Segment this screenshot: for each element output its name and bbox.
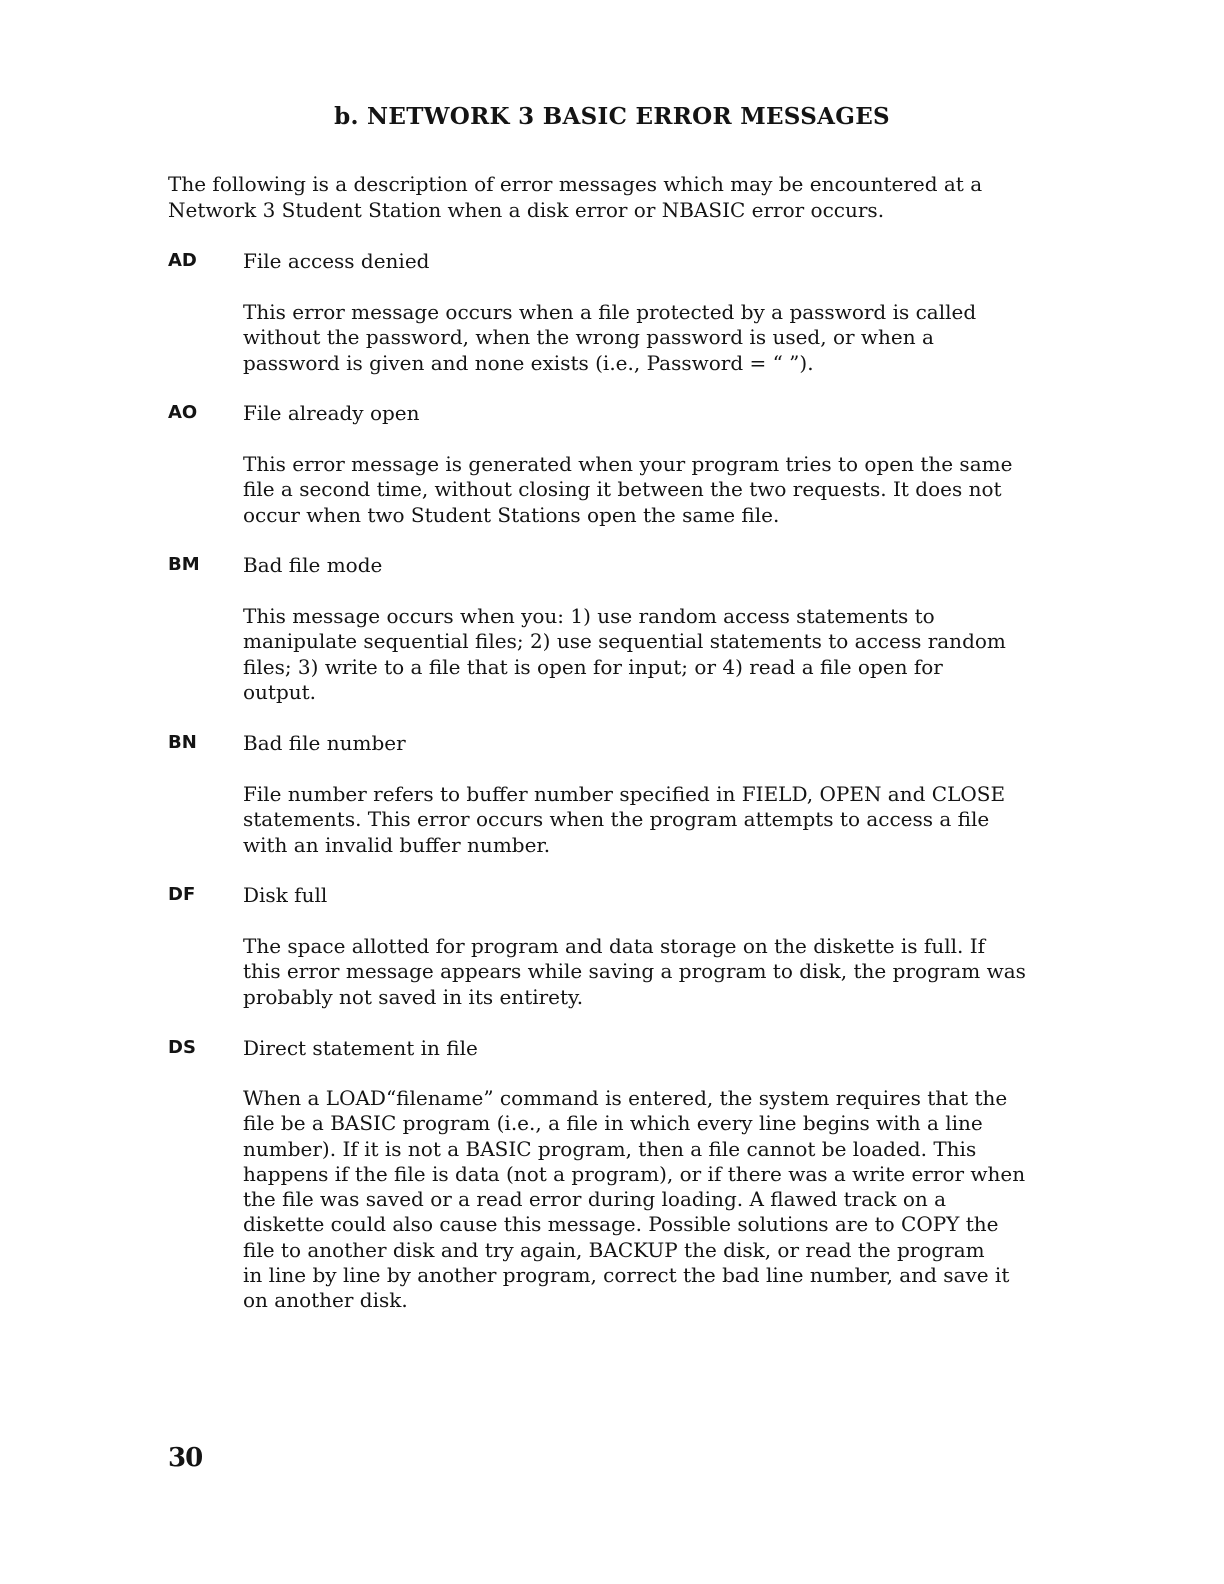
description-line: password is given and none exists (i.e., Password = “ ”). (243, 350, 814, 375)
error-code-bm: BM (168, 554, 200, 575)
error-description-df (243, 934, 1063, 1010)
error-name-ao: File already open (243, 401, 420, 425)
error-code-bn: BN (168, 732, 197, 753)
description-line: diskette could also cause this message. Possible solutions are to COPY the (243, 1212, 999, 1237)
description-line: When a LOAD“filename” command is entered, the system requires that the (243, 1086, 1008, 1110)
error-name-ad: File access denied (243, 249, 430, 273)
description-line: output. (243, 679, 317, 704)
description-line: This error message occurs when a file protected by a password is called (243, 300, 977, 324)
error-name-bm: Bad file mode (243, 553, 383, 577)
description-line: files; 3) write to a file that is open for input; or 4) read a file open for (243, 654, 943, 679)
description-line: The space allotted for program and data storage on the diskette is full. If (243, 934, 986, 958)
section-title: b. NETWORK 3 BASIC ERROR MESSAGES (334, 103, 890, 130)
error-name-bn: Bad file number (243, 731, 406, 755)
description-line: probably not saved in its entirety. (243, 984, 584, 1009)
description-line: manipulate sequential files; 2) use sequential statements to access random (243, 629, 1006, 654)
intro-line: Network 3 Student Station when a disk error or NBASIC error occurs. (168, 197, 885, 222)
error-name-df: Disk full (243, 883, 328, 907)
error-code-ao: AO (168, 402, 198, 423)
intro-line: The following is a description of error messages which may be encountered at a (168, 172, 983, 196)
error-description-ad (243, 300, 1063, 376)
error-description-bn (243, 782, 1063, 858)
error-name-ds: Direct statement in file (243, 1036, 478, 1060)
description-line: occur when two Student Stations open the same file. (243, 502, 780, 527)
error-description-ds (243, 1086, 1063, 1314)
error-code-df: DF (168, 884, 196, 905)
description-line: in line by line by another program, correct the bad line number, and save it (243, 1263, 1010, 1288)
error-code-ds: DS (168, 1037, 196, 1058)
description-line: with an invalid buffer number. (243, 832, 551, 857)
description-line: happens if the file is data (not a program), or if there was a write error when (243, 1161, 1026, 1186)
error-description-bm (243, 604, 1063, 705)
error-code-ad: AD (168, 250, 197, 271)
error-description-ao (243, 452, 1063, 528)
page-number: 30 (168, 1443, 203, 1473)
description-line: file a second time, without closing it between the two requests. It does not (243, 477, 1002, 502)
description-line: the file was saved or a read error during loading. A flawed track on a (243, 1187, 947, 1212)
description-line: this error message appears while saving a program to disk, the program was (243, 959, 1026, 984)
intro-paragraph (168, 172, 1048, 223)
description-line: file be a BASIC program (i.e., a file in which every line begins with a line (243, 1111, 983, 1136)
description-line: File number refers to buffer number specified in FIELD, OPEN and CLOSE (243, 782, 1006, 806)
description-line: number). If it is not a BASIC program, then a file cannot be loaded. This (243, 1136, 977, 1161)
description-line: file to another disk and try again, BACKUP the disk, or read the program (243, 1237, 985, 1262)
description-line: without the password, when the wrong password is used, or when a (243, 325, 934, 350)
description-line: statements. This error occurs when the program attempts to access a file (243, 807, 990, 832)
description-line: This error message is generated when your program tries to open the same (243, 452, 1013, 476)
description-line: on another disk. (243, 1288, 408, 1313)
description-line: This message occurs when you: 1) use random access statements to (243, 604, 935, 628)
